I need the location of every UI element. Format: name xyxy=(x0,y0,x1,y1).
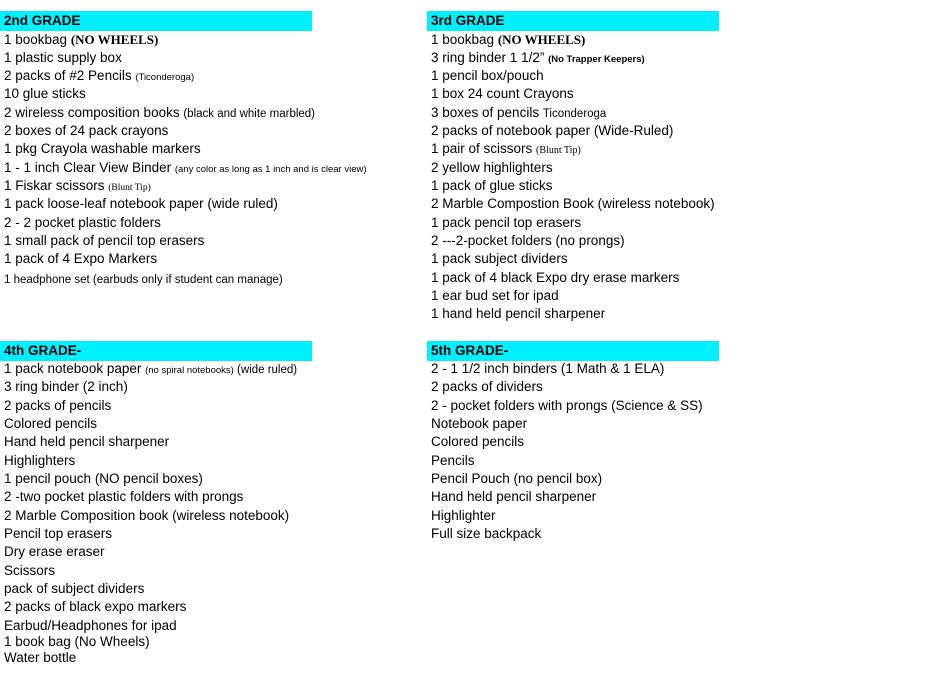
grade4-header: 4th GRADE- xyxy=(0,341,312,361)
list-item: 2 ---2-pocket folders (no prongs) xyxy=(431,233,625,248)
list-item: Highlighters xyxy=(4,453,76,468)
list-item: Pencils xyxy=(431,453,475,468)
list-item: 1 box 24 count Crayons xyxy=(431,86,574,101)
list-item: 1 - 1 inch Clear View Binder (any color as long as 1 inch and is clear view) xyxy=(4,160,367,175)
list-item: Scissors xyxy=(4,563,56,578)
list-item: 1 Fiskar scissors (Blunt Tip) xyxy=(4,178,151,193)
list-item: Water bottle xyxy=(4,650,77,665)
list-item: 2 packs of #2 Pencils (Ticonderoga) xyxy=(4,68,195,83)
list-item: Highlighter xyxy=(431,508,496,523)
list-item: 1 plastic supply box xyxy=(4,50,122,65)
list-item: 1 pack loose-leaf notebook paper (wide ruled) xyxy=(4,196,278,211)
list-item: pack of subject dividers xyxy=(4,581,145,596)
list-item: 3 ring binder (2 inch) xyxy=(4,379,128,394)
list-item: 2 packs of pencils xyxy=(4,398,112,413)
list-item: Dry erase eraser xyxy=(4,544,105,559)
grade5-header: 5th GRADE- xyxy=(427,341,719,361)
grade3-header: 3rd GRADE xyxy=(427,11,719,31)
list-item: 2 packs of notebook paper (Wide-Ruled) xyxy=(431,123,674,138)
list-item: 1 book bag (No Wheels) xyxy=(4,634,150,649)
list-item: 2 packs of black expo markers xyxy=(4,599,187,614)
list-item: 1 pack pencil top erasers xyxy=(431,215,582,230)
list-item: Pencil top erasers xyxy=(4,526,113,541)
list-item: 3 ring binder 1 1/2” (No Trapper Keepers) xyxy=(431,50,645,65)
list-item: 1 pack of 4 Expo Markers xyxy=(4,251,158,266)
list-item: 1 pack notebook paper (no spiral notebooks) (wide ruled) xyxy=(4,361,298,376)
list-item: 1 pair of scissors (Blunt Tip) xyxy=(431,141,581,156)
list-item: 2 - pocket folders with prongs (Science & SS) xyxy=(431,398,703,413)
list-item: Colored pencils xyxy=(4,416,98,431)
list-item: Pencil Pouch (no pencil box) xyxy=(431,471,603,486)
list-item: 2 Marble Composition book (wireless notebook) xyxy=(4,508,290,523)
list-item: 1 hand held pencil sharpener xyxy=(431,306,606,321)
list-item: 2 packs of dividers xyxy=(431,379,543,394)
list-item: 2 boxes of 24 pack crayons xyxy=(4,123,169,138)
list-item: Hand held pencil sharpener xyxy=(431,489,597,504)
list-item: 1 small pack of pencil top erasers xyxy=(4,233,205,248)
list-item: Notebook paper xyxy=(431,416,528,431)
list-item: 1 headphone set (earbuds only if student can manage) xyxy=(4,274,283,286)
list-item: 2 -two pocket plastic folders with prongs xyxy=(4,489,244,504)
list-item: 1 pack of glue sticks xyxy=(431,178,553,193)
list-item: 2 Marble Compostion Book (wireless notebook) xyxy=(431,196,715,211)
list-item: 2 wireless composition books (black and white marbled) xyxy=(4,105,316,120)
list-item: 1 pkg Crayola washable markers xyxy=(4,141,201,156)
list-item: 10 glue sticks xyxy=(4,86,86,101)
list-item: 1 bookbag (NO WHEELS) xyxy=(4,32,159,47)
list-item: 1 ear bud set for ipad xyxy=(431,288,559,303)
list-item: 1 pack of 4 black Expo dry erase markers xyxy=(431,270,680,285)
list-item: 2 - 1 1/2 inch binders (1 Math & 1 ELA) xyxy=(431,361,665,376)
list-item: Full size backpack xyxy=(431,526,542,541)
grade2-header: 2nd GRADE xyxy=(0,11,312,31)
list-item: 1 bookbag (NO WHEELS) xyxy=(431,32,586,47)
list-item: Colored pencils xyxy=(431,434,525,449)
list-item: 3 boxes of pencils Ticonderoga xyxy=(431,105,607,120)
list-item: Earbud/Headphones for ipad xyxy=(4,618,177,633)
list-item: 2 yellow highlighters xyxy=(431,160,553,175)
list-item: Hand held pencil sharpener xyxy=(4,434,170,449)
list-item: 1 pack subject dividers xyxy=(431,251,568,266)
list-item: 2 - 2 pocket plastic folders xyxy=(4,215,161,230)
list-item: 1 pencil box/pouch xyxy=(431,68,544,83)
list-item: 1 pencil pouch (NO pencil boxes) xyxy=(4,471,203,486)
